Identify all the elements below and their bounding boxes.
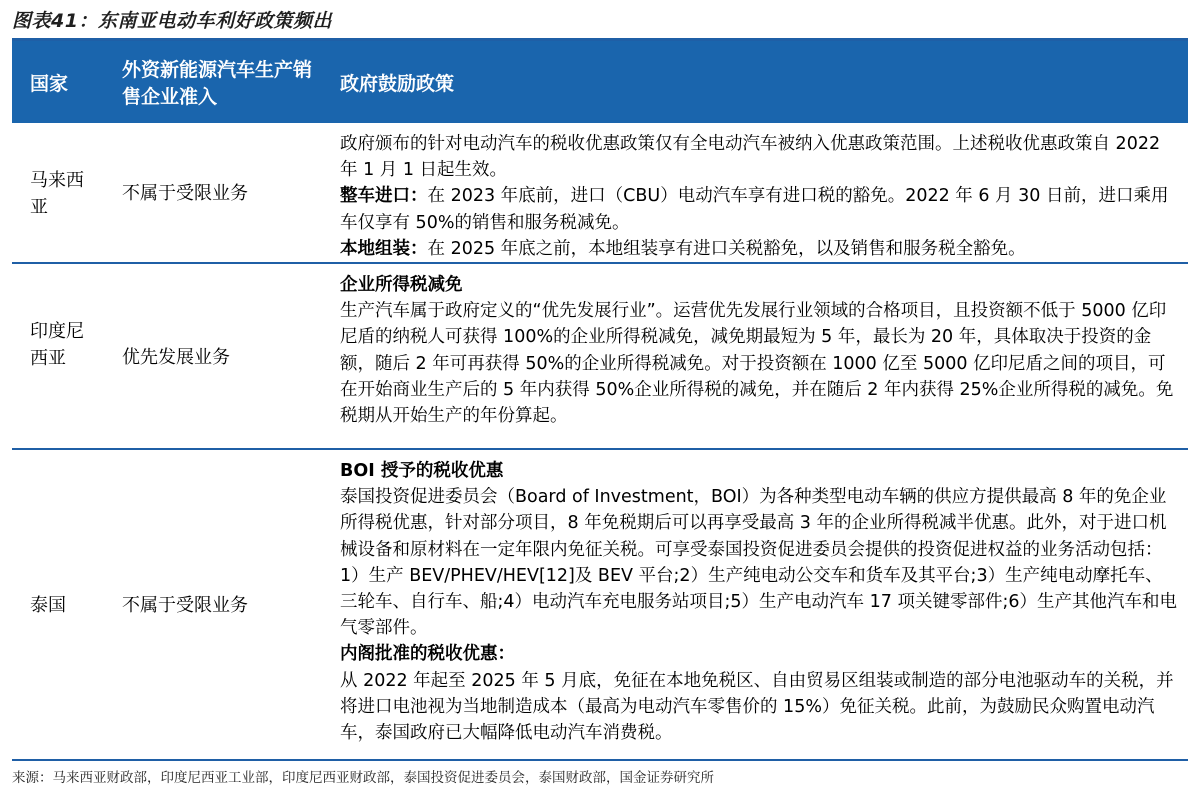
table-row <box>12 450 1188 758</box>
access-cell: 优先发展业务 <box>122 347 230 368</box>
figure-title: 图表41：东南亚电动车利好政策频出 <box>12 10 332 32</box>
table-row <box>12 123 1188 263</box>
policy-line: 泰国投资促进委员会（Board of Investment，BOI）为各种类型电动车辆的供应方提供最高 8 年的免企业所得税优惠，针对部分项目，8 年免税期后可以再享受最高 3 年的企业所得税减半优惠。此外，对于进口机械设备和原材料在一定年限内免征关税。可享受泰国投资促进委员会提供的投资促进权益的业务活动包括： <box>340 487 1167 560</box>
header-access: 外资新能源汽车生产销售企业准入 <box>122 59 313 108</box>
policy-line <box>340 183 1180 235</box>
policy-label: BOI 授予的税收优惠 <box>340 461 504 481</box>
policy-cell <box>340 131 1180 262</box>
policy-text: 在 2023 年底前，进口（CBU）电动汽车享有进口税的豁免。2022 年 6 月 30 日前，进口乘用车仅享有 50%的销售和服务税减免。 <box>340 186 1169 233</box>
policy-line: 1）生产 BEV/PHEV/HEV[12]及 BEV 平台;2）生产纯电动公交车和货车及其平台;3）生产纯电动摩托车、三轮车、自行车、船;4）电动汽车充电服务站项目;5）生产电动汽车 17 项关键零部件;6）生产其他汽车和电气零部件。 <box>340 565 1177 639</box>
header-policy: 政府鼓励政策 <box>340 73 455 95</box>
policy-line <box>340 236 1180 262</box>
table-row <box>12 264 1188 449</box>
policy-label: 本地组装： <box>340 238 428 259</box>
header-country: 国家 <box>30 73 69 95</box>
policy-text: 在 2025 年底之前，本地组装享有进口关税豁免，以及销售和服务税全豁免。 <box>427 238 1026 259</box>
country-cell: 印度尼西亚 <box>30 321 84 369</box>
bottom-rule <box>12 759 1188 761</box>
policy-label: 内阁批准的税收优惠： <box>340 644 515 665</box>
policy-cell <box>340 272 1180 429</box>
policy-label: 企业所得税减免 <box>340 275 463 295</box>
policy-cell <box>340 458 1180 746</box>
policy-line: 生产汽车属于政府定义的“优先发展行业”。运营优先发展行业领域的合格项目，且投资额不低于 5000 亿印尼盾的纳税人可获得 100%的企业所得税减免，减免期最短为 5 年，最长为 20 年，具体取决于投资的金额，随后 2 年可再获得 50%的企业所得税减免。对于投资额在 1000 亿至 5000 亿印尼盾之间的项目，可在开始商业生产后的 5 年内获得 50%企业所得税的减免，并在随后 2 年内获得 25%企业所得税的减免。免税期从开始生产的年份算起。 <box>340 301 1174 427</box>
source-note: 来源：马来西亚财政部，印度尼西亚工业部，印度尼西亚财政部，泰国投资促进委员会，泰国财政部，国金证券研究所 <box>12 770 714 786</box>
access-cell: 不属于受限业务 <box>122 183 248 204</box>
access-cell: 不属于受限业务 <box>122 595 248 616</box>
table-header <box>12 41 1188 123</box>
policy-line: 政府颁布的针对电动汽车的税收优惠政策仅有全电动汽车被纳入优惠政策范围。上述税收优惠政策自 2022 年 1 月 1 日起生效。 <box>340 134 1161 181</box>
policy-line: 从 2022 年起至 2025 年 5 月底，免征在本地免税区、自由贸易区组装或制造的部分电池驱动车的关税，并将进口电池视为当地制造成本（最高为电动汽车零售价的 15%）免征关税。此前，为鼓励民众购置电动汽车，泰国政府已大幅降低电动汽车消费税。 <box>340 670 1174 744</box>
country-cell: 泰国 <box>30 595 66 616</box>
policy-label: 整车进口： <box>340 186 428 207</box>
country-cell: 马来西亚 <box>30 170 84 218</box>
